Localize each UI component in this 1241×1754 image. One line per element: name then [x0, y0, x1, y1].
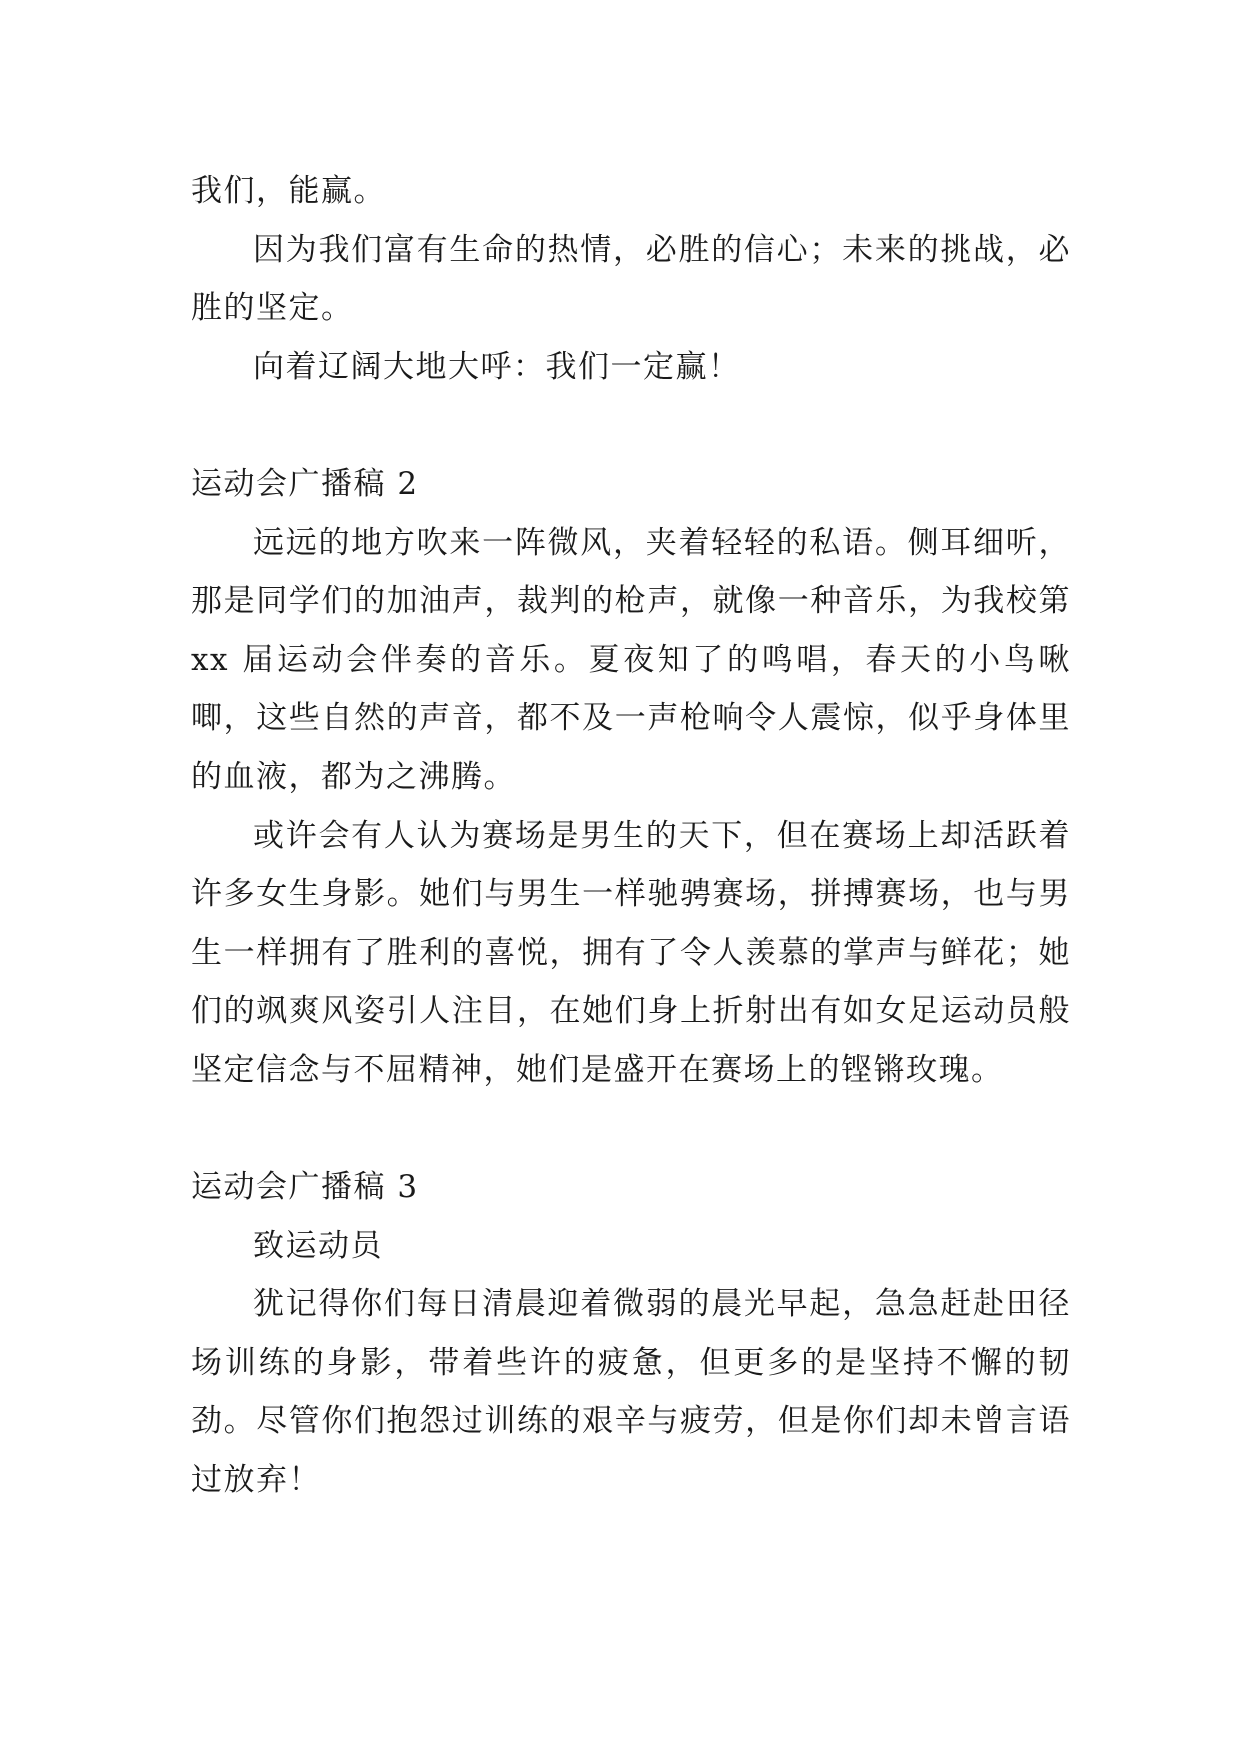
paragraph-subtitle: 致运动员	[253, 1227, 383, 1264]
paragraph: 犹记得你们每日清晨迎着微弱的晨光早起，急急赶赴田径场训练的身影，带着些许的疲惫，但更多的是坚持不懈的韧劲。尽管你们抱怨过训练的艰辛与疲劳，但是你们却未曾言语过放弃！	[191, 1286, 1071, 1499]
paragraph: 因为我们富有生命的热情，必胜的信心；未来的挑战，必胜的坚定。	[191, 231, 1071, 327]
section-heading: 运动会广播稿 3	[191, 1169, 419, 1206]
document-page	[191, 162, 1071, 1510]
paragraph: 或许会有人认为赛场是男生的天下，但在赛场上却活跃着许多女生身影。她们与男生一样驰骋赛场，拼搏赛场，也与男生一样拥有了胜利的喜悦，拥有了令人羡慕的掌声与鲜花；她们的飒爽风姿引人注目，在她们身上折射出有如女足运动员般坚定信念与不屈精神，她们是盛开在赛场上的铿锵玫瑰。	[191, 817, 1071, 1088]
paragraph: 我们，能赢。	[191, 173, 386, 209]
paragraph: 远远的地方吹来一阵微风，夹着轻轻的私语。侧耳细听，那是同学们的加油声，裁判的枪声，就像一种音乐，为我校第 xx 届运动会伴奏的音乐。夏夜知了的鸣唱，春天的小鸟啾唧，这些自然的声音，都不及一声枪响令人震惊，似乎身体里的血液，都为之沸腾。	[191, 524, 1071, 795]
section-heading: 运动会广播稿 2	[191, 465, 419, 502]
paragraph: 向着辽阔大地大呼：我们一定赢！	[253, 348, 741, 385]
